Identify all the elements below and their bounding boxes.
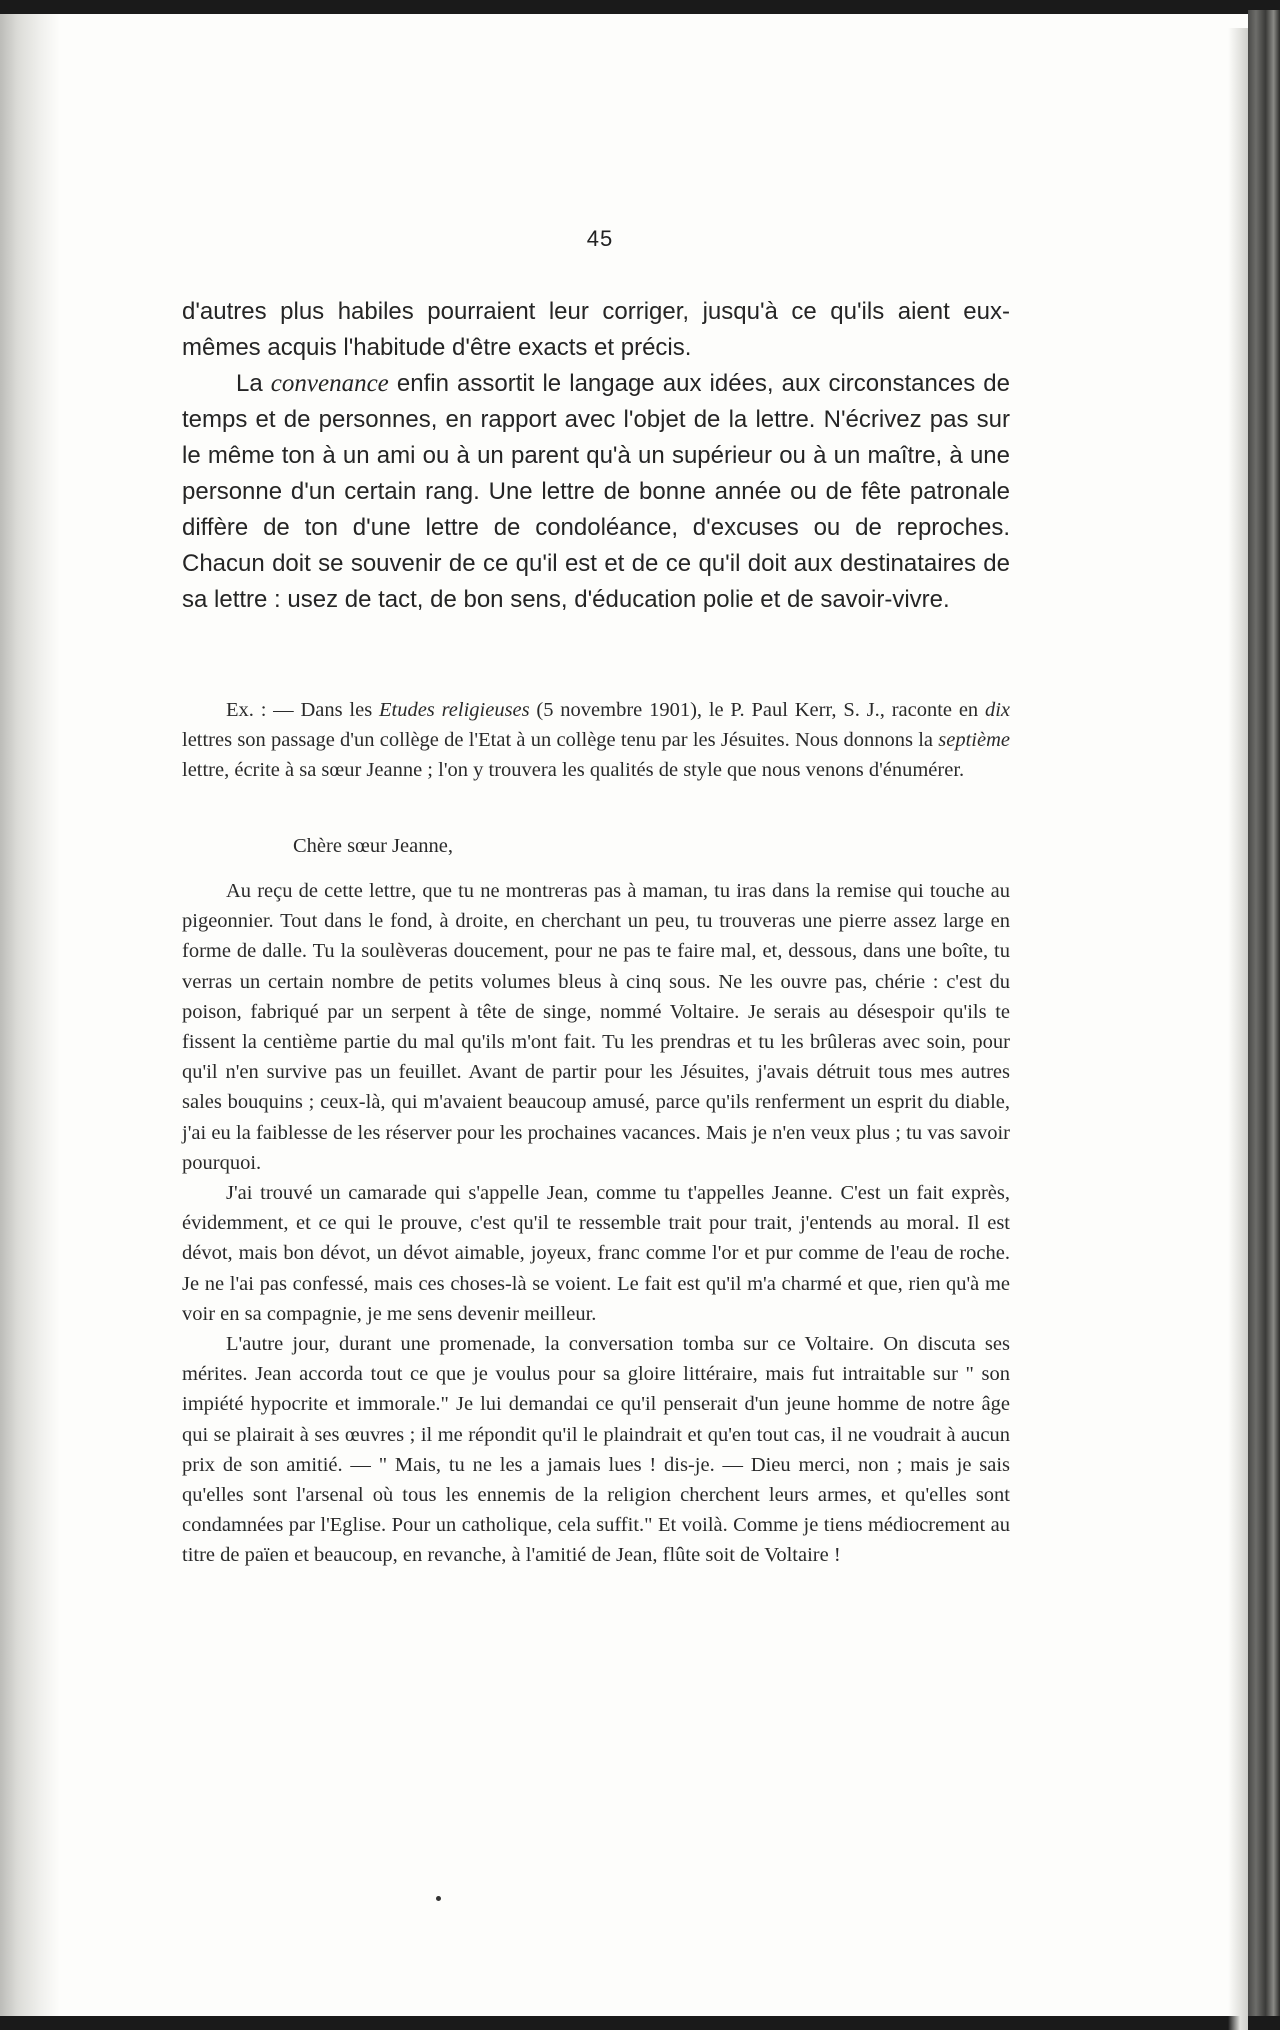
book-edge [1248,10,1280,2016]
example-text: (5 novembre 1901), le P. Paul Kerr, S. J., raconte en [529,699,985,721]
paragraph-continuation [182,294,1010,366]
page-edge-shade [1228,28,1248,2030]
letter-salutation: Chère sœur Jeanne, [293,835,453,857]
example-text: lettres son passage d'un collège de l'Etat à un collège tenu par les Jésuites. Nous donnons la [182,729,939,751]
letter-paragraph: L'autre jour, durant une promenade, la conversation tomba sur ce Voltaire. On discuta ses mérites. Jean accorda tout ce que je voulus pour sa gloire littéraire, mais fut intraitable sur " son impiété hypocrite et immorale." Je lui demandai ce qu'il penserait d'un jeune homme de notre âge qui se plairait à ses œuvres ; il me répondit qu'il le plaindrait et qu'en tout cas, il ne voudrait à aucun prix de son amitié. — " Mais, tu ne les a jamais lues ! dis-je. — Dieu merci, non ; mais je sais qu'elles sont l'arsenal où tous les ennemis de la religion cherchent leurs armes, et qu'elles sont condamnées par l'Eglise. Pour un catholique, cela suffit." Et voilà. Comme je tiens médiocrement au titre de païen et beaucoup, en revanche, à l'amitié de Jean, flûte soit de Voltaire ! [182,1333,1010,1567]
ink-speck [436,1896,441,1901]
paragraph-text: La [236,370,271,397]
paragraph-text: enfin assortit le langage aux idées, aux circonstances de temps et de personnes, en rapport avec l'objet de la lettre. N'écrivez pas sur le même ton à un ami ou à un parent qu'à un supérieur ou à un maître, à une personne d'un certain rang. Une lettre de bonne année ou de fête patronale diffère de ton d'une lettre de condoléance, d'excuses ou de reproches. Chacun doit se souvenir de ce qu'il est et de ce qu'il doit aux destinataires de sa lettre : usez de tact, de bon sens, d'éducation polie et de savoir-vivre. [182,370,1010,613]
emphasis-convenance: convenance [270,370,389,397]
example-italic-septieme: septième [938,729,1010,751]
page-number: 45 [586,226,614,251]
example-note [182,695,1010,785]
letter-paragraph: J'ai trouvé un camarade qui s'appelle Jean, comme tu t'appelles Jeanne. C'est un fait exprès, évidemment, et ce qui le prouve, c'est qu'il te ressemble trait pour trait, j'entends au moral. Il est dévot, mais bon dévot, un dévot aimable, joyeux, franc comme l'or et pur comme de l'eau de roche. Je ne l'ai pas confessé, mais ces choses-là se voient. Le fait est qu'il m'a charmé et que, rien qu'à me voir en sa compagnie, je me sens devenir meilleur. [182,1182,1010,1325]
main-text [182,294,1010,618]
spine-shadow [0,14,60,2016]
example-text: lettre, écrite à sa sœur Jeanne ; l'on y trouvera les qualités de style que nous venons d'énumérer. [182,759,965,781]
example-title-italic: Etudes religieuses [378,699,530,721]
paragraph-text: d'autres plus habiles pourraient leur corriger, jusqu'à ce qu'ils aient eux-mêmes acquis l'habitude d'être exacts et précis. [182,298,1010,361]
paragraph-convenance [182,366,1010,618]
letter-body [182,876,1010,1571]
example-paragraph [182,695,1010,785]
example-italic-dix: dix [984,699,1011,721]
example-text: Ex. : — Dans les [226,699,379,721]
letter-paragraph: Au reçu de cette lettre, que tu ne montreras pas à maman, tu iras dans la remise qui touche au pigeonnier. Tout dans le fond, à droite, en cherchant un peu, tu trouveras une pierre assez large en forme de dalle. Tu la soulèveras doucement, pour ne pas te faire mal, et, dessous, dans une boîte, tu verras un certain nombre de petits volumes bleus à cinq sous. Ne les ouvre pas, chérie : c'est du poison, fabriqué par un serpent à tête de singe, nommé Voltaire. Je serais au désespoir qu'ils te fissent la centième partie du mal qu'ils m'ont fait. Tu les prendras et tu les brûleras avec soin, pour qu'il n'en survive pas un feuillet. Avant de partir pour les Jésuites, j'avais détruit tous mes autres sales bouquins ; ceux-là, qui m'avaient beaucoup amusé, parce qu'ils renferment un esprit du diable, j'ai eu la faiblesse de les réserver pour les prochaines vacances. Mais je n'en veux plus ; tu vas savoir pourquoi. [182,880,1010,1174]
